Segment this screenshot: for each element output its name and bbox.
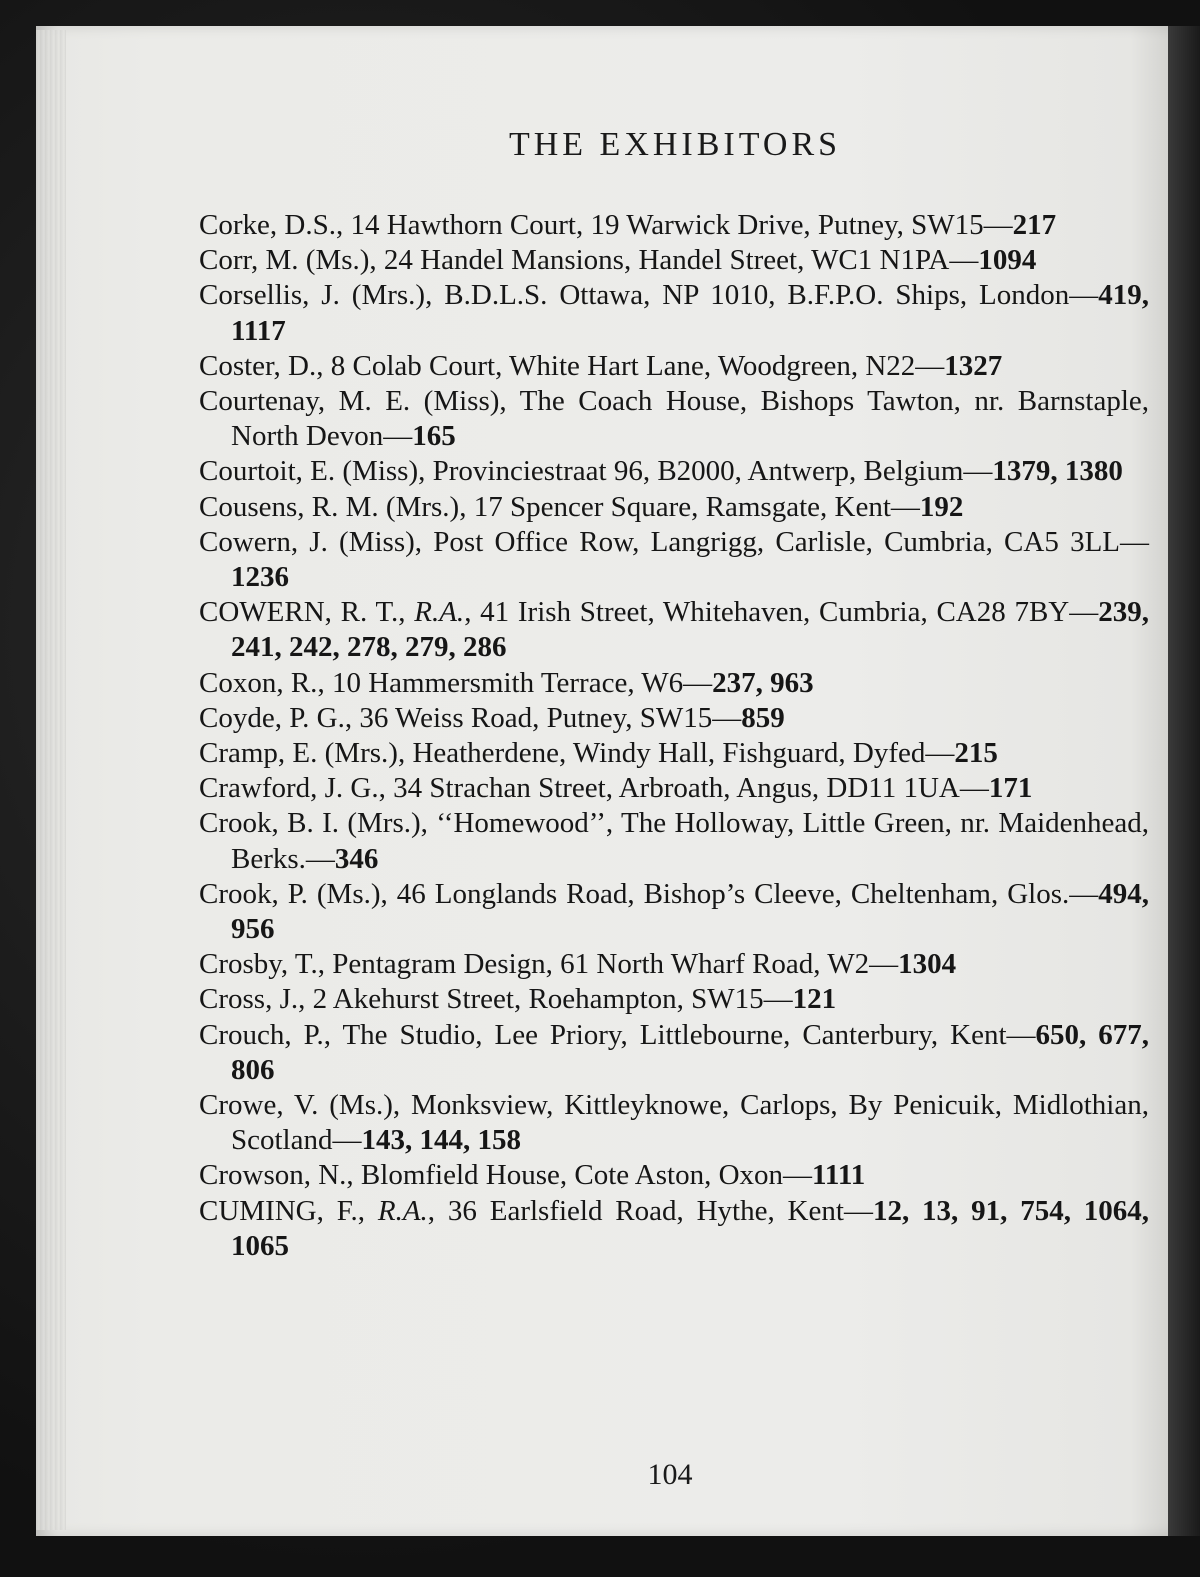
catalogue-numbers: 650, 677, 806: [231, 1018, 1149, 1086]
catalogue-numbers: 1379, 1380: [992, 455, 1123, 488]
exhibitor-address: Pentagram Design, 61 North Wharf Road, W2: [332, 948, 870, 981]
exhibitor-name: Crosby, T.: [199, 948, 318, 981]
exhibitor-entry: Cramp, E. (Mrs.), Heatherdene, Windy Hall, Fishguard, Dyfed—215: [199, 737, 998, 770]
exhibitor-entry: Corke, D.S., 14 Hawthorn Court, 19 Warwick Drive, Putney, SW15—217: [199, 209, 1057, 241]
catalogue-numbers: 217: [1012, 209, 1057, 241]
exhibitor-address: ‘‘Homewood’’, The Holloway, Little Green, nr. Maidenhead, Berks.: [231, 807, 1150, 875]
exhibitor-name: Crawford, J. G.: [199, 772, 379, 805]
exhibitor-name: Crook, B. I. (Mrs.): [199, 807, 421, 840]
catalogue-numbers: 346: [334, 842, 379, 875]
exhibitor-address: 46 Longlands Road, Bishop’s Cleeve, Cheltenham, Glos.: [396, 877, 1070, 910]
exhibitor-address: 10 Hammersmith Terrace, W6: [331, 666, 684, 699]
exhibitor-entry: Coster, D., 8 Colab Court, White Hart Lane, Woodgreen, N22—1327: [199, 349, 1003, 382]
exhibitor-name: Coxon, R.: [199, 666, 318, 699]
exhibitor-name: Cramp, E. (Mrs.): [199, 737, 398, 770]
exhibitor-address: Provinciestraat 96, B2000, Antwerp, Belgium: [432, 455, 964, 488]
exhibitor-name: COWERN, R. T.: [199, 596, 399, 629]
exhibitor-address: 17 Spencer Square, Ramsgate, Kent: [473, 490, 891, 523]
catalogue-numbers: 1111: [812, 1159, 866, 1192]
exhibitor-address: Monksview, Kittleyknowe, Carlops, By Penicuik, Midlothian, Scotland: [231, 1089, 1149, 1157]
exhibitor-entry: Courtoit, E. (Miss), Provinciestraat 96, B2000, Antwerp, Belgium—1379, 1380: [199, 455, 1123, 488]
exhibitor-address: The Coach House, Bishops Tawton, nr. Barnstaple, North Devon: [231, 385, 1149, 453]
exhibitor-entry: Crosby, T., Pentagram Design, 61 North Wharf Road, W2—1304: [199, 948, 957, 981]
catalogue-numbers: 171: [988, 772, 1033, 805]
exhibitor-name: Crook, P. (Ms.): [199, 877, 381, 910]
exhibitor-address: 36 Earlsfield Road, Hythe, Kent: [447, 1194, 844, 1227]
exhibitor-name: Cross, J.: [199, 983, 299, 1016]
exhibitor-address: 8 Colab Court, White Hart Lane, Woodgreen, N22: [330, 349, 916, 382]
exhibitor-address: Post Office Row, Langrigg, Carlisle, Cumbria, CA5 3LL: [433, 525, 1120, 558]
exhibitor-entry: Coxon, R., 10 Hammersmith Terrace, W6—237, 963: [199, 666, 814, 699]
exhibitor-name: Cowern, J. (Miss): [199, 525, 415, 558]
exhibitor-address: Heatherdene, Windy Hall, Fishguard, Dyfed: [412, 737, 926, 770]
exhibitor-name: Cousens, R. M. (Mrs.): [199, 490, 460, 523]
exhibitor-name: Corsellis, J. (Mrs.): [199, 279, 426, 312]
exhibitor-address: B.D.L.S. Ottawa, NP 1010, B.F.P.O. Ships, London: [444, 279, 1070, 312]
exhibitor-entry: Crook, B. I. (Mrs.), ‘‘Homewood’’, The Holloway, Little Green, nr. Maidenhead, Berks.—346: [199, 807, 1150, 875]
catalogue-numbers: 1304: [898, 948, 957, 981]
catalogue-numbers: 1094: [978, 244, 1037, 277]
page-edge-shadow: [36, 30, 66, 1530]
exhibitor-entry: Corsellis, J. (Mrs.), B.D.L.S. Ottawa, NP 1010, B.F.P.O. Ships, London—419, 1117: [199, 279, 1150, 347]
catalogue-numbers: 121: [792, 983, 837, 1016]
exhibitor-name: Crouch, P.: [199, 1018, 324, 1051]
catalogue-numbers: 215: [954, 737, 998, 770]
catalogue-numbers: 419, 1117: [231, 279, 1150, 347]
exhibitor-entry: Crowson, N., Blomfield House, Cote Aston, Oxon—1111: [199, 1159, 866, 1192]
exhibitor-name: Crowson, N.: [199, 1159, 347, 1192]
exhibitor-entry: Cross, J., 2 Akehurst Street, Roehampton, SW15—121: [199, 983, 837, 1016]
exhibitor-name: Courtenay, M. E. (Miss): [199, 385, 500, 418]
exhibitor-name: Coster, D.: [199, 349, 317, 382]
exhibitor-name: CUMING, F.: [199, 1194, 358, 1227]
exhibitor-entry: Cousens, R. M. (Mrs.), 17 Spencer Square, Ramsgate, Kent—192: [199, 490, 964, 523]
exhibitor-entry: Cowern, J. (Miss), Post Office Row, Langrigg, Carlisle, Cumbria, CA5 3LL—1236: [199, 525, 1149, 594]
exhibitor-entry: Crouch, P., The Studio, Lee Priory, Littlebourne, Canterbury, Kent—650, 677, 806: [199, 1018, 1149, 1086]
catalogue-numbers: 237, 963: [712, 666, 814, 699]
exhibitor-name: Corke, D.S.: [199, 209, 336, 241]
catalogue-numbers: 1327: [944, 349, 1003, 382]
exhibitor-address: Blomfield House, Cote Aston, Oxon: [360, 1159, 784, 1192]
exhibitor-name: Corr, M. (Ms.): [199, 244, 370, 277]
catalogue-numbers: 143, 144, 158: [361, 1124, 521, 1157]
exhibitor-title: R.A.: [414, 596, 465, 629]
exhibitor-list: [199, 208, 1149, 1264]
exhibitor-entry: CUMING, F., R.A., 36 Earlsfield Road, Hythe, Kent—12, 13, 91, 754, 1064, 1065: [199, 1194, 1150, 1262]
exhibitor-entry: Crawford, J. G., 34 Strachan Street, Arbroath, Angus, DD11 1UA—171: [199, 772, 1033, 805]
exhibitor-entry: Crowe, V. (Ms.), Monksview, Kittleyknowe, Carlops, By Penicuik, Midlothian, Scotland—143, 144, 158: [199, 1089, 1149, 1157]
catalogue-numbers: 165: [412, 420, 456, 453]
catalogue-numbers: 1236: [231, 561, 289, 594]
exhibitor-address: 36 Weiss Road, Putney, SW15: [359, 701, 713, 734]
exhibitor-name: Coyde, P. G.: [199, 701, 345, 734]
exhibitor-entry: Crook, P. (Ms.), 46 Longlands Road, Bishop’s Cleeve, Cheltenham, Glos.—494, 956: [199, 877, 1149, 946]
catalogue-numbers: 192: [919, 490, 964, 523]
exhibitor-name: Crowe, V. (Ms.): [199, 1089, 393, 1122]
exhibitor-address: 2 Akehurst Street, Roehampton, SW15: [312, 983, 764, 1016]
binding-edge: [1168, 26, 1200, 1536]
exhibitor-name: Courtoit, E. (Miss): [199, 455, 419, 488]
catalogue-numbers: 12, 13, 91, 754, 1064, 1065: [231, 1194, 1150, 1262]
exhibitor-entry: Courtenay, M. E. (Miss), The Coach House, Bishops Tawton, nr. Barnstaple, North Devon—165: [199, 385, 1149, 453]
exhibitor-address: 14 Hawthorn Court, 19 Warwick Drive, Putney, SW15: [350, 209, 984, 241]
exhibitor-title: R.A.: [377, 1194, 428, 1227]
exhibitor-entry: Corr, M. (Ms.), 24 Handel Mansions, Handel Street, WC1 N1PA—1094: [199, 244, 1037, 277]
catalogue-numbers: 239, 241, 242, 278, 279, 286: [231, 596, 1150, 664]
catalogue-numbers: 494, 956: [231, 877, 1149, 946]
exhibitor-address: 24 Handel Mansions, Handel Street, WC1 N1PA: [383, 244, 950, 277]
exhibitor-entry: COWERN, R. T., R.A., 41 Irish Street, Whitehaven, Cumbria, CA28 7BY—239, 241, 242, 278, 279, 286: [199, 596, 1150, 664]
page-title: THE EXHIBITORS: [508, 126, 842, 163]
exhibitor-address: 34 Strachan Street, Arbroath, Angus, DD11 1UA: [393, 772, 960, 805]
page-number: 104: [647, 1458, 693, 1491]
exhibitor-address: 41 Irish Street, Whitehaven, Cumbria, CA28 7BY: [480, 596, 1070, 629]
exhibitor-address: The Studio, Lee Priory, Littlebourne, Canterbury, Kent: [342, 1018, 1007, 1051]
catalogue-numbers: 859: [741, 701, 785, 734]
exhibitor-entry: Coyde, P. G., 36 Weiss Road, Putney, SW15—859: [199, 701, 785, 734]
